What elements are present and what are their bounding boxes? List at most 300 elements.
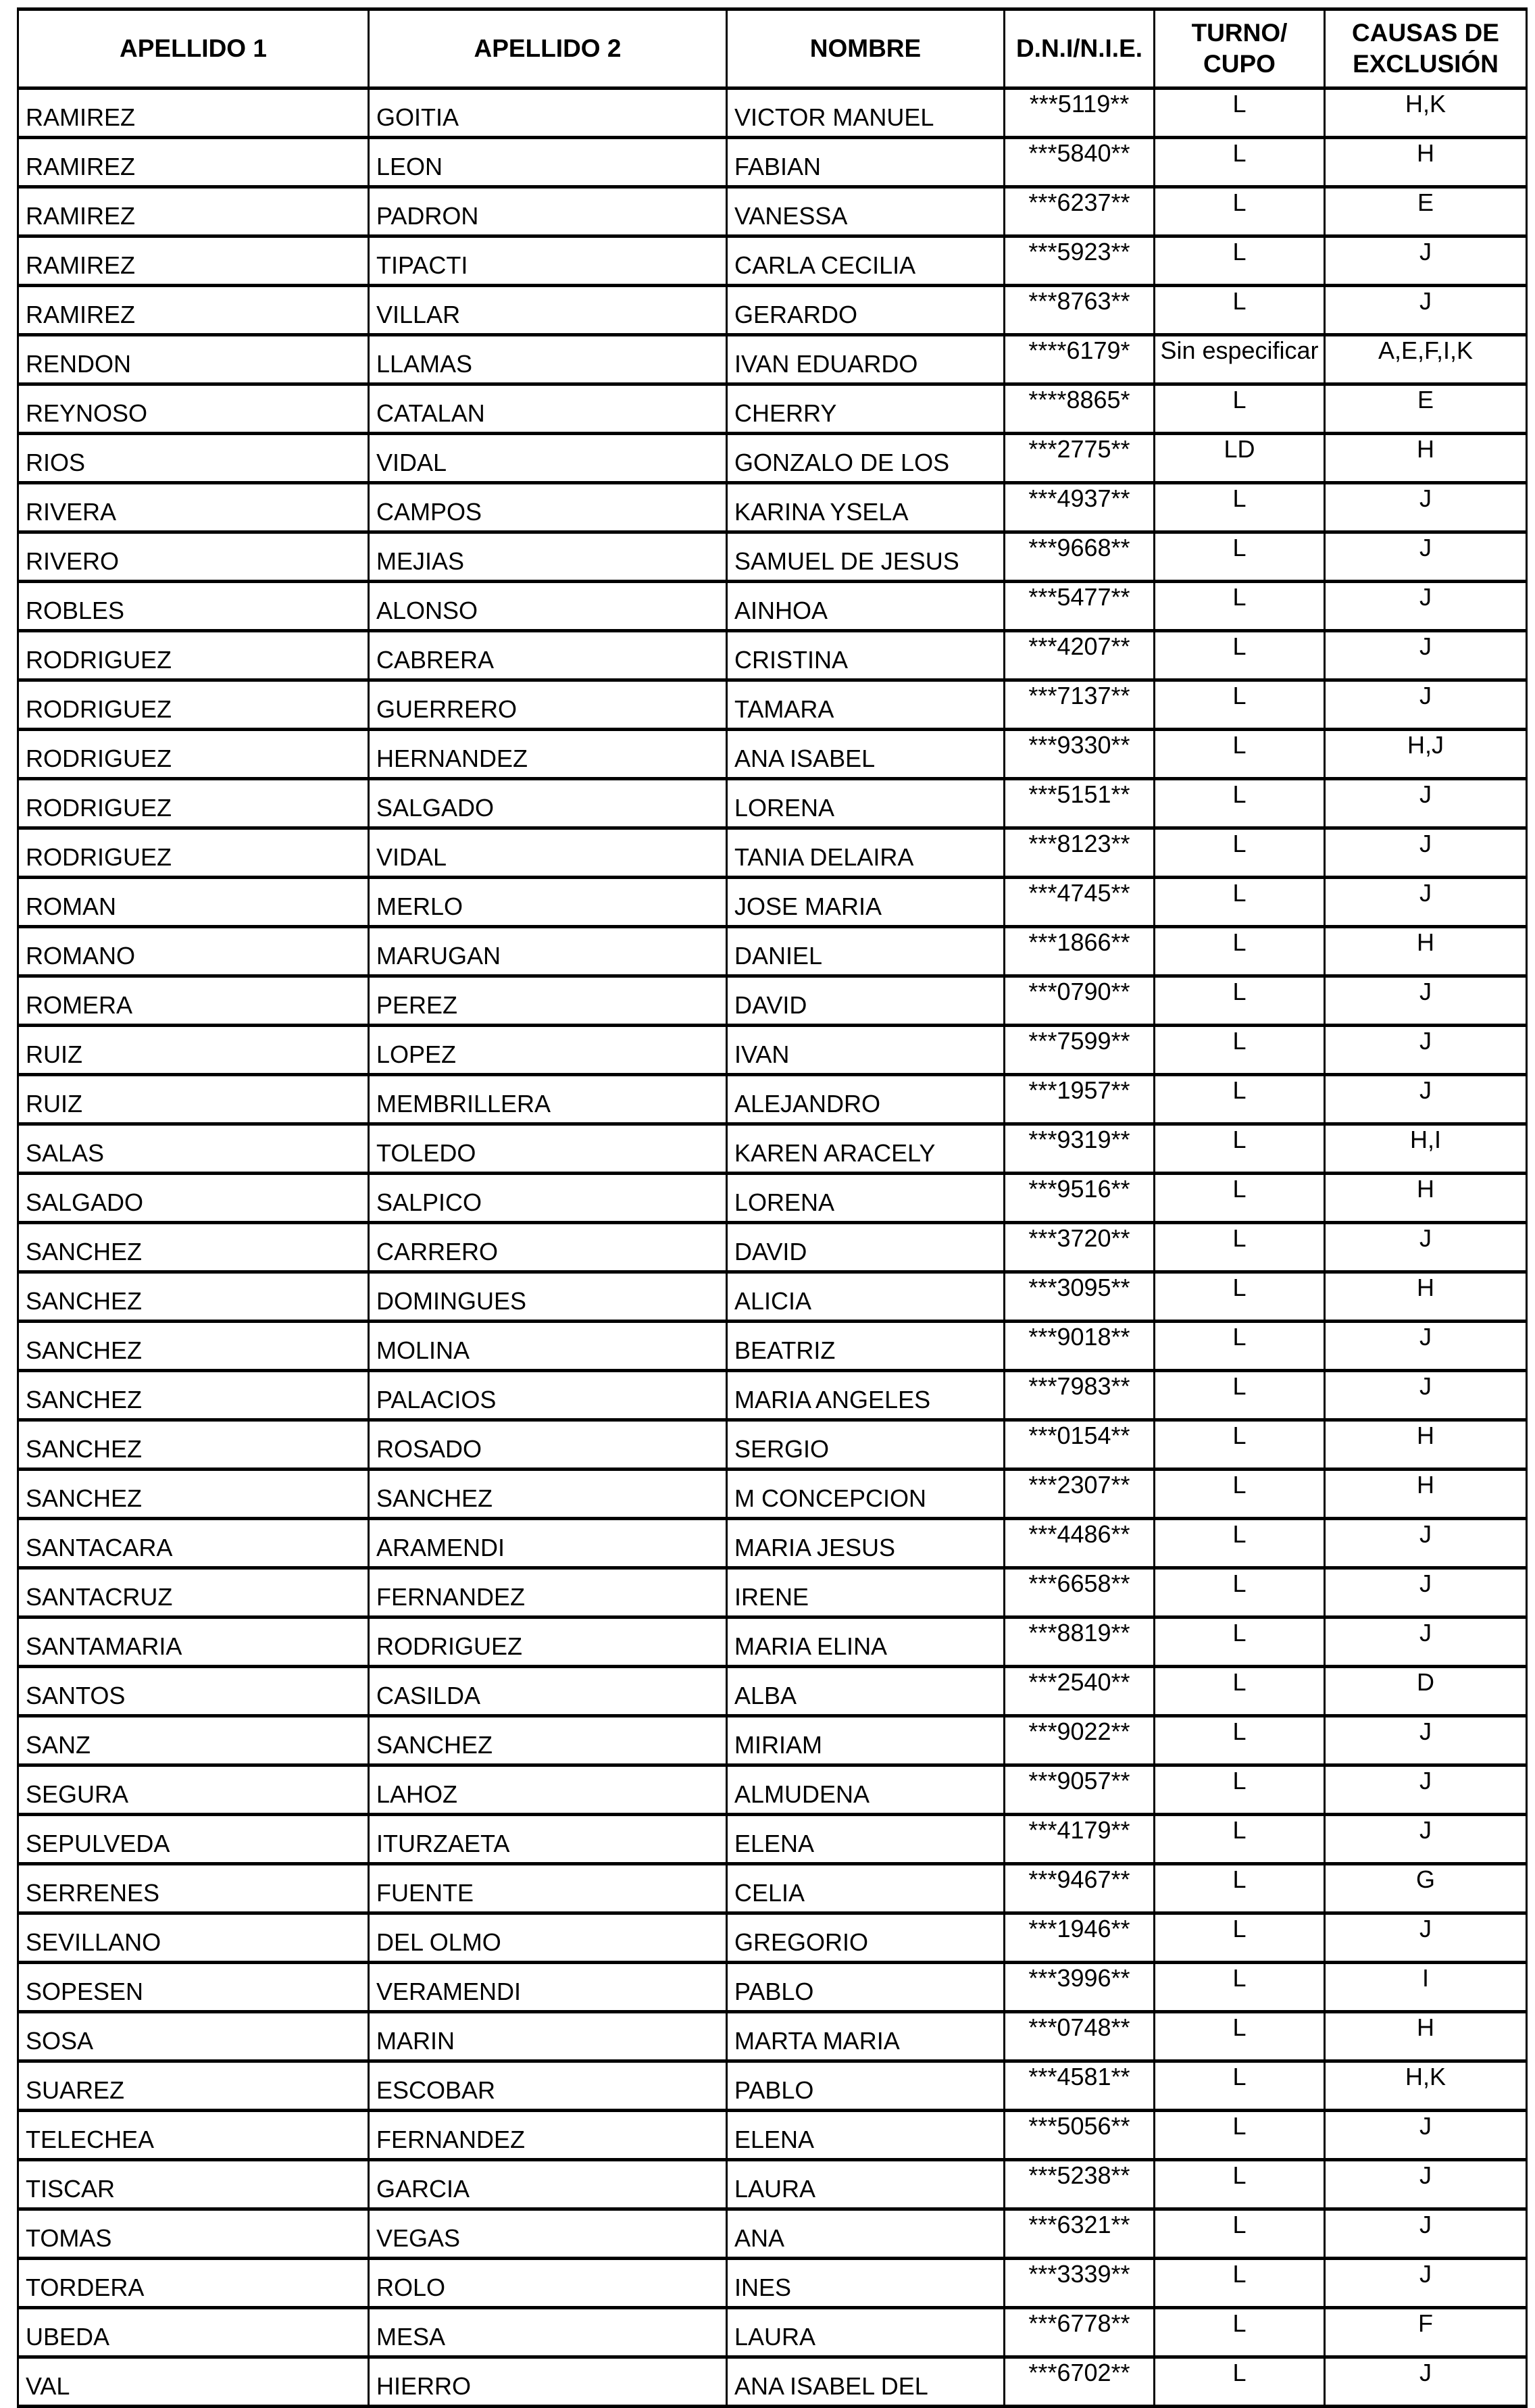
table-row xyxy=(18,828,1527,878)
cell-dni-nie: ***3996** xyxy=(1005,1963,1155,2012)
cell-causas-exclusion: J xyxy=(1325,1913,1527,1963)
cell-causas-exclusion: J xyxy=(1325,976,1527,1026)
cell-turno-cupo: L xyxy=(1155,878,1325,927)
cell-apellido1: SALAS xyxy=(18,1124,369,1174)
cell-causas-exclusion: A,E,F,I,K xyxy=(1325,335,1527,384)
cell-turno-cupo: L xyxy=(1155,1026,1325,1075)
cell-apellido1: SANTACARA xyxy=(18,1519,369,1568)
cell-dni-nie: ***0790** xyxy=(1005,976,1155,1026)
cell-nombre: ANA ISABEL DEL xyxy=(727,2357,1005,2407)
cell-causas-exclusion: J xyxy=(1325,286,1527,335)
cell-dni-nie: ***9467** xyxy=(1005,1864,1155,1913)
cell-apellido1: RODRIGUEZ xyxy=(18,828,369,878)
cell-dni-nie: ***2307** xyxy=(1005,1470,1155,1519)
cell-turno-cupo: L xyxy=(1155,680,1325,730)
cell-apellido2: VIDAL xyxy=(369,828,727,878)
cell-turno-cupo: L xyxy=(1155,236,1325,286)
cell-turno-cupo: L xyxy=(1155,2160,1325,2209)
cell-dni-nie: ***7137** xyxy=(1005,680,1155,730)
cell-apellido2: FERNANDEZ xyxy=(369,2111,727,2160)
cell-nombre: JOSE MARIA xyxy=(727,878,1005,927)
cell-causas-exclusion: J xyxy=(1325,1519,1527,1568)
cell-apellido1: SOPESEN xyxy=(18,1963,369,2012)
table-row xyxy=(18,384,1527,434)
cell-apellido2: ALONSO xyxy=(369,582,727,631)
cell-nombre: IRENE xyxy=(727,1568,1005,1617)
cell-apellido2: SANCHEZ xyxy=(369,1716,727,1765)
cell-apellido2: CARRERO xyxy=(369,1223,727,1272)
cell-nombre: LORENA xyxy=(727,779,1005,828)
table-row xyxy=(18,1174,1527,1223)
cell-causas-exclusion: J xyxy=(1325,532,1527,582)
table-row xyxy=(18,1864,1527,1913)
cell-apellido1: SANZ xyxy=(18,1716,369,1765)
table-row xyxy=(18,434,1527,483)
cell-nombre: DANIEL xyxy=(727,927,1005,976)
table-row xyxy=(18,1519,1527,1568)
table-row xyxy=(18,1272,1527,1322)
cell-causas-exclusion: D xyxy=(1325,1667,1527,1716)
cell-causas-exclusion: E xyxy=(1325,384,1527,434)
cell-apellido1: ROMAN xyxy=(18,878,369,927)
table-row xyxy=(18,335,1527,384)
table-row xyxy=(18,1963,1527,2012)
cell-nombre: ANA xyxy=(727,2209,1005,2259)
cell-turno-cupo: L xyxy=(1155,779,1325,828)
cell-causas-exclusion: H xyxy=(1325,1174,1527,1223)
cell-nombre: TAMARA xyxy=(727,680,1005,730)
column-header-causas-exclusion: CAUSAS DE EXCLUSIÓN xyxy=(1325,9,1527,89)
cell-causas-exclusion: J xyxy=(1325,878,1527,927)
cell-turno-cupo: L xyxy=(1155,927,1325,976)
cell-apellido1: TELECHEA xyxy=(18,2111,369,2160)
cell-apellido1: SANCHEZ xyxy=(18,1420,369,1470)
cell-turno-cupo: L xyxy=(1155,1765,1325,1815)
cell-turno-cupo: L xyxy=(1155,1815,1325,1864)
header-row xyxy=(18,9,1527,89)
cell-causas-exclusion: F xyxy=(1325,2308,1527,2357)
cell-nombre: PABLO xyxy=(727,2061,1005,2111)
cell-apellido2: PEREZ xyxy=(369,976,727,1026)
cell-apellido1: SEGURA xyxy=(18,1765,369,1815)
cell-causas-exclusion: J xyxy=(1325,2111,1527,2160)
cell-dni-nie: ***6237** xyxy=(1005,187,1155,236)
cell-nombre: CRISTINA xyxy=(727,631,1005,680)
cell-apellido2: LAHOZ xyxy=(369,1765,727,1815)
table-row xyxy=(18,1913,1527,1963)
cell-causas-exclusion: J xyxy=(1325,779,1527,828)
cell-dni-nie: ***6778** xyxy=(1005,2308,1155,2357)
cell-nombre: PABLO xyxy=(727,1963,1005,2012)
cell-apellido2: MEJIAS xyxy=(369,532,727,582)
cell-turno-cupo: L xyxy=(1155,1322,1325,1371)
cell-dni-nie: ***2775** xyxy=(1005,434,1155,483)
cell-causas-exclusion: J xyxy=(1325,1765,1527,1815)
cell-turno-cupo: L xyxy=(1155,1223,1325,1272)
table-row xyxy=(18,779,1527,828)
cell-apellido1: SEVILLANO xyxy=(18,1913,369,1963)
cell-turno-cupo: L xyxy=(1155,483,1325,532)
cell-causas-exclusion: J xyxy=(1325,1322,1527,1371)
cell-turno-cupo: L xyxy=(1155,2111,1325,2160)
cell-apellido1: RIVERO xyxy=(18,532,369,582)
cell-apellido1: TOMAS xyxy=(18,2209,369,2259)
cell-dni-nie: ***2540** xyxy=(1005,1667,1155,1716)
cell-nombre: GONZALO DE LOS xyxy=(727,434,1005,483)
cell-apellido1: RUIZ xyxy=(18,1075,369,1124)
cell-apellido2: FERNANDEZ xyxy=(369,1568,727,1617)
cell-apellido1: RAMIREZ xyxy=(18,236,369,286)
cell-apellido2: DOMINGUES xyxy=(369,1272,727,1322)
cell-apellido1: RODRIGUEZ xyxy=(18,779,369,828)
cell-turno-cupo: L xyxy=(1155,1716,1325,1765)
cell-apellido2: TOLEDO xyxy=(369,1124,727,1174)
cell-nombre: ELENA xyxy=(727,1815,1005,1864)
cell-dni-nie: ***9018** xyxy=(1005,1322,1155,1371)
cell-nombre: GERARDO xyxy=(727,286,1005,335)
table-row xyxy=(18,680,1527,730)
cell-dni-nie: ***3339** xyxy=(1005,2259,1155,2308)
column-header-nombre: NOMBRE xyxy=(727,9,1005,89)
cell-nombre: LAURA xyxy=(727,2160,1005,2209)
cell-causas-exclusion: J xyxy=(1325,631,1527,680)
cell-causas-exclusion: J xyxy=(1325,2259,1527,2308)
cell-dni-nie: ***4745** xyxy=(1005,878,1155,927)
cell-causas-exclusion: H xyxy=(1325,927,1527,976)
table-row xyxy=(18,1075,1527,1124)
column-header-turno-cupo: TURNO/ CUPO xyxy=(1155,9,1325,89)
cell-apellido1: RODRIGUEZ xyxy=(18,680,369,730)
cell-apellido1: ROMERA xyxy=(18,976,369,1026)
cell-apellido1: SANTACRUZ xyxy=(18,1568,369,1617)
cell-dni-nie: ***5923** xyxy=(1005,236,1155,286)
cell-dni-nie: ***7599** xyxy=(1005,1026,1155,1075)
cell-turno-cupo: L xyxy=(1155,1913,1325,1963)
cell-apellido2: CAMPOS xyxy=(369,483,727,532)
cell-apellido2: ARAMENDI xyxy=(369,1519,727,1568)
cell-nombre: ALMUDENA xyxy=(727,1765,1005,1815)
cell-apellido1: RAMIREZ xyxy=(18,187,369,236)
cell-dni-nie: ***4486** xyxy=(1005,1519,1155,1568)
cell-causas-exclusion: I xyxy=(1325,1963,1527,2012)
table-row xyxy=(18,1322,1527,1371)
table-row xyxy=(18,1420,1527,1470)
exclusion-list-table xyxy=(17,7,1528,2408)
cell-causas-exclusion: H xyxy=(1325,138,1527,187)
table-row xyxy=(18,631,1527,680)
cell-nombre: MARIA JESUS xyxy=(727,1519,1005,1568)
cell-apellido1: SEPULVEDA xyxy=(18,1815,369,1864)
cell-apellido1: RIVERA xyxy=(18,483,369,532)
cell-dni-nie: ****6179* xyxy=(1005,335,1155,384)
cell-apellido2: VIDAL xyxy=(369,434,727,483)
cell-causas-exclusion: J xyxy=(1325,1617,1527,1667)
cell-apellido2: SANCHEZ xyxy=(369,1470,727,1519)
cell-turno-cupo: L xyxy=(1155,138,1325,187)
cell-apellido2: GOITIA xyxy=(369,89,727,138)
cell-apellido1: RIOS xyxy=(18,434,369,483)
cell-causas-exclusion: H xyxy=(1325,1420,1527,1470)
cell-turno-cupo: L xyxy=(1155,730,1325,779)
cell-apellido2: GARCIA xyxy=(369,2160,727,2209)
cell-causas-exclusion: H,J xyxy=(1325,730,1527,779)
cell-causas-exclusion: E xyxy=(1325,187,1527,236)
cell-nombre: GREGORIO xyxy=(727,1913,1005,1963)
cell-dni-nie: ***6658** xyxy=(1005,1568,1155,1617)
cell-turno-cupo: L xyxy=(1155,1963,1325,2012)
cell-apellido1: RUIZ xyxy=(18,1026,369,1075)
cell-dni-nie: ****8865* xyxy=(1005,384,1155,434)
cell-apellido2: ROSADO xyxy=(369,1420,727,1470)
cell-turno-cupo: L xyxy=(1155,1864,1325,1913)
cell-apellido1: RODRIGUEZ xyxy=(18,631,369,680)
cell-apellido2: RODRIGUEZ xyxy=(369,1617,727,1667)
cell-turno-cupo: L xyxy=(1155,582,1325,631)
table-row xyxy=(18,2209,1527,2259)
cell-nombre: ALBA xyxy=(727,1667,1005,1716)
cell-turno-cupo: L xyxy=(1155,2012,1325,2061)
table-row xyxy=(18,976,1527,1026)
cell-nombre: TANIA DELAIRA xyxy=(727,828,1005,878)
cell-turno-cupo: L xyxy=(1155,1568,1325,1617)
table-row xyxy=(18,1667,1527,1716)
cell-turno-cupo: L xyxy=(1155,1667,1325,1716)
cell-apellido1: TORDERA xyxy=(18,2259,369,2308)
cell-nombre: KARINA YSELA xyxy=(727,483,1005,532)
cell-apellido2: ESCOBAR xyxy=(369,2061,727,2111)
table-row xyxy=(18,927,1527,976)
cell-turno-cupo: L xyxy=(1155,2308,1325,2357)
table-row xyxy=(18,1716,1527,1765)
cell-dni-nie: ***8123** xyxy=(1005,828,1155,878)
cell-apellido1: RAMIREZ xyxy=(18,286,369,335)
cell-dni-nie: ***9022** xyxy=(1005,1716,1155,1765)
cell-causas-exclusion: J xyxy=(1325,1371,1527,1420)
table-row xyxy=(18,2160,1527,2209)
cell-nombre: ANA ISABEL xyxy=(727,730,1005,779)
cell-apellido2: VILLAR xyxy=(369,286,727,335)
table-row xyxy=(18,1124,1527,1174)
cell-turno-cupo: L xyxy=(1155,631,1325,680)
cell-apellido2: VEGAS xyxy=(369,2209,727,2259)
table-row xyxy=(18,187,1527,236)
cell-apellido2: ROLO xyxy=(369,2259,727,2308)
table-row xyxy=(18,1371,1527,1420)
cell-turno-cupo: L xyxy=(1155,187,1325,236)
cell-causas-exclusion: J xyxy=(1325,1716,1527,1765)
table-row xyxy=(18,2308,1527,2357)
cell-causas-exclusion: H,I xyxy=(1325,1124,1527,1174)
cell-apellido1: SANCHEZ xyxy=(18,1470,369,1519)
cell-nombre: FABIAN xyxy=(727,138,1005,187)
table-row xyxy=(18,2012,1527,2061)
cell-apellido2: TIPACTI xyxy=(369,236,727,286)
cell-dni-nie: ***6321** xyxy=(1005,2209,1155,2259)
cell-apellido2: PADRON xyxy=(369,187,727,236)
cell-dni-nie: ***6702** xyxy=(1005,2357,1155,2407)
table-row xyxy=(18,286,1527,335)
cell-turno-cupo: L xyxy=(1155,1124,1325,1174)
cell-apellido2: PALACIOS xyxy=(369,1371,727,1420)
cell-causas-exclusion: J xyxy=(1325,1815,1527,1864)
cell-dni-nie: ***9319** xyxy=(1005,1124,1155,1174)
cell-causas-exclusion: H xyxy=(1325,1470,1527,1519)
cell-turno-cupo: LD xyxy=(1155,434,1325,483)
cell-dni-nie: ***5056** xyxy=(1005,2111,1155,2160)
cell-apellido2: MARUGAN xyxy=(369,927,727,976)
cell-dni-nie: ***9668** xyxy=(1005,532,1155,582)
cell-apellido1: SANTOS xyxy=(18,1667,369,1716)
cell-apellido2: MARIN xyxy=(369,2012,727,2061)
cell-nombre: KAREN ARACELY xyxy=(727,1124,1005,1174)
cell-dni-nie: ***9330** xyxy=(1005,730,1155,779)
cell-apellido2: HIERRO xyxy=(369,2357,727,2407)
cell-apellido2: LEON xyxy=(369,138,727,187)
cell-apellido2: SALPICO xyxy=(369,1174,727,1223)
cell-causas-exclusion: G xyxy=(1325,1864,1527,1913)
cell-apellido2: MEMBRILLERA xyxy=(369,1075,727,1124)
cell-apellido1: TISCAR xyxy=(18,2160,369,2209)
table-row xyxy=(18,1617,1527,1667)
cell-dni-nie: ***3095** xyxy=(1005,1272,1155,1322)
cell-apellido1: SERRENES xyxy=(18,1864,369,1913)
cell-nombre: LORENA xyxy=(727,1174,1005,1223)
cell-causas-exclusion: J xyxy=(1325,483,1527,532)
table-body xyxy=(18,89,1527,2407)
cell-dni-nie: ***8819** xyxy=(1005,1617,1155,1667)
cell-turno-cupo: L xyxy=(1155,286,1325,335)
table-row xyxy=(18,2357,1527,2407)
cell-dni-nie: ***0748** xyxy=(1005,2012,1155,2061)
cell-causas-exclusion: J xyxy=(1325,2160,1527,2209)
cell-causas-exclusion: J xyxy=(1325,2209,1527,2259)
cell-nombre: M CONCEPCION xyxy=(727,1470,1005,1519)
cell-apellido2: MESA xyxy=(369,2308,727,2357)
cell-nombre: SERGIO xyxy=(727,1420,1005,1470)
cell-apellido1: RODRIGUEZ xyxy=(18,730,369,779)
cell-dni-nie: ***4937** xyxy=(1005,483,1155,532)
table-row xyxy=(18,2111,1527,2160)
cell-apellido2: HERNANDEZ xyxy=(369,730,727,779)
table-row xyxy=(18,730,1527,779)
cell-turno-cupo: L xyxy=(1155,532,1325,582)
cell-turno-cupo: L xyxy=(1155,1519,1325,1568)
cell-nombre: CARLA CECILIA xyxy=(727,236,1005,286)
table-row xyxy=(18,2061,1527,2111)
cell-apellido2: CATALAN xyxy=(369,384,727,434)
column-header-dni-nie: D.N.I/N.I.E. xyxy=(1005,9,1155,89)
cell-causas-exclusion: H,K xyxy=(1325,89,1527,138)
cell-apellido1: SANTAMARIA xyxy=(18,1617,369,1667)
cell-turno-cupo: L xyxy=(1155,2061,1325,2111)
cell-causas-exclusion: J xyxy=(1325,1026,1527,1075)
cell-nombre: CHERRY xyxy=(727,384,1005,434)
cell-apellido1: RAMIREZ xyxy=(18,89,369,138)
table-row xyxy=(18,532,1527,582)
cell-nombre: VICTOR MANUEL xyxy=(727,89,1005,138)
column-header-apellido1: APELLIDO 1 xyxy=(18,9,369,89)
cell-apellido1: SUAREZ xyxy=(18,2061,369,2111)
cell-apellido2: DEL OLMO xyxy=(369,1913,727,1963)
cell-turno-cupo: L xyxy=(1155,384,1325,434)
table-row xyxy=(18,483,1527,532)
cell-turno-cupo: L xyxy=(1155,1272,1325,1322)
cell-apellido2: ITURZAETA xyxy=(369,1815,727,1864)
cell-nombre: VANESSA xyxy=(727,187,1005,236)
cell-nombre: ELENA xyxy=(727,2111,1005,2160)
cell-apellido1: SANCHEZ xyxy=(18,1322,369,1371)
cell-turno-cupo: L xyxy=(1155,1617,1325,1667)
cell-turno-cupo: L xyxy=(1155,828,1325,878)
cell-causas-exclusion: J xyxy=(1325,582,1527,631)
cell-apellido2: MOLINA xyxy=(369,1322,727,1371)
cell-dni-nie: ***4179** xyxy=(1005,1815,1155,1864)
cell-dni-nie: ***5119** xyxy=(1005,89,1155,138)
cell-causas-exclusion: J xyxy=(1325,1568,1527,1617)
cell-nombre: BEATRIZ xyxy=(727,1322,1005,1371)
table-row xyxy=(18,1223,1527,1272)
cell-apellido2: LLAMAS xyxy=(369,335,727,384)
cell-turno-cupo: Sin especificar xyxy=(1155,335,1325,384)
cell-apellido2: CASILDA xyxy=(369,1667,727,1716)
cell-turno-cupo: L xyxy=(1155,2357,1325,2407)
cell-apellido1: UBEDA xyxy=(18,2308,369,2357)
cell-apellido2: MERLO xyxy=(369,878,727,927)
cell-turno-cupo: L xyxy=(1155,1470,1325,1519)
cell-nombre: ALICIA xyxy=(727,1272,1005,1322)
cell-apellido2: VERAMENDI xyxy=(369,1963,727,2012)
cell-dni-nie: ***9516** xyxy=(1005,1174,1155,1223)
cell-turno-cupo: L xyxy=(1155,2259,1325,2308)
cell-causas-exclusion: J xyxy=(1325,1075,1527,1124)
cell-causas-exclusion: J xyxy=(1325,828,1527,878)
cell-apellido1: RENDON xyxy=(18,335,369,384)
table-row xyxy=(18,582,1527,631)
cell-apellido2: FUENTE xyxy=(369,1864,727,1913)
cell-nombre: DAVID xyxy=(727,1223,1005,1272)
column-header-apellido2: APELLIDO 2 xyxy=(369,9,727,89)
table-row xyxy=(18,89,1527,138)
cell-apellido1: SANCHEZ xyxy=(18,1371,369,1420)
cell-nombre: DAVID xyxy=(727,976,1005,1026)
cell-turno-cupo: L xyxy=(1155,89,1325,138)
cell-causas-exclusion: J xyxy=(1325,1223,1527,1272)
table-row xyxy=(18,878,1527,927)
cell-causas-exclusion: H xyxy=(1325,434,1527,483)
cell-dni-nie: ***7983** xyxy=(1005,1371,1155,1420)
cell-causas-exclusion: H,K xyxy=(1325,2061,1527,2111)
cell-dni-nie: ***5151** xyxy=(1005,779,1155,828)
cell-turno-cupo: L xyxy=(1155,1371,1325,1420)
cell-dni-nie: ***0154** xyxy=(1005,1420,1155,1470)
cell-causas-exclusion: J xyxy=(1325,680,1527,730)
cell-dni-nie: ***5840** xyxy=(1005,138,1155,187)
cell-nombre: MIRIAM xyxy=(727,1716,1005,1765)
cell-nombre: CELIA xyxy=(727,1864,1005,1913)
cell-dni-nie: ***8763** xyxy=(1005,286,1155,335)
cell-nombre: IVAN EDUARDO xyxy=(727,335,1005,384)
table-row xyxy=(18,1568,1527,1617)
cell-turno-cupo: L xyxy=(1155,1174,1325,1223)
cell-turno-cupo: L xyxy=(1155,1420,1325,1470)
cell-dni-nie: ***3720** xyxy=(1005,1223,1155,1272)
cell-turno-cupo: L xyxy=(1155,1075,1325,1124)
cell-turno-cupo: L xyxy=(1155,2209,1325,2259)
cell-dni-nie: ***4207** xyxy=(1005,631,1155,680)
cell-apellido1: ROMANO xyxy=(18,927,369,976)
cell-nombre: MARIA ANGELES xyxy=(727,1371,1005,1420)
cell-nombre: AINHOA xyxy=(727,582,1005,631)
